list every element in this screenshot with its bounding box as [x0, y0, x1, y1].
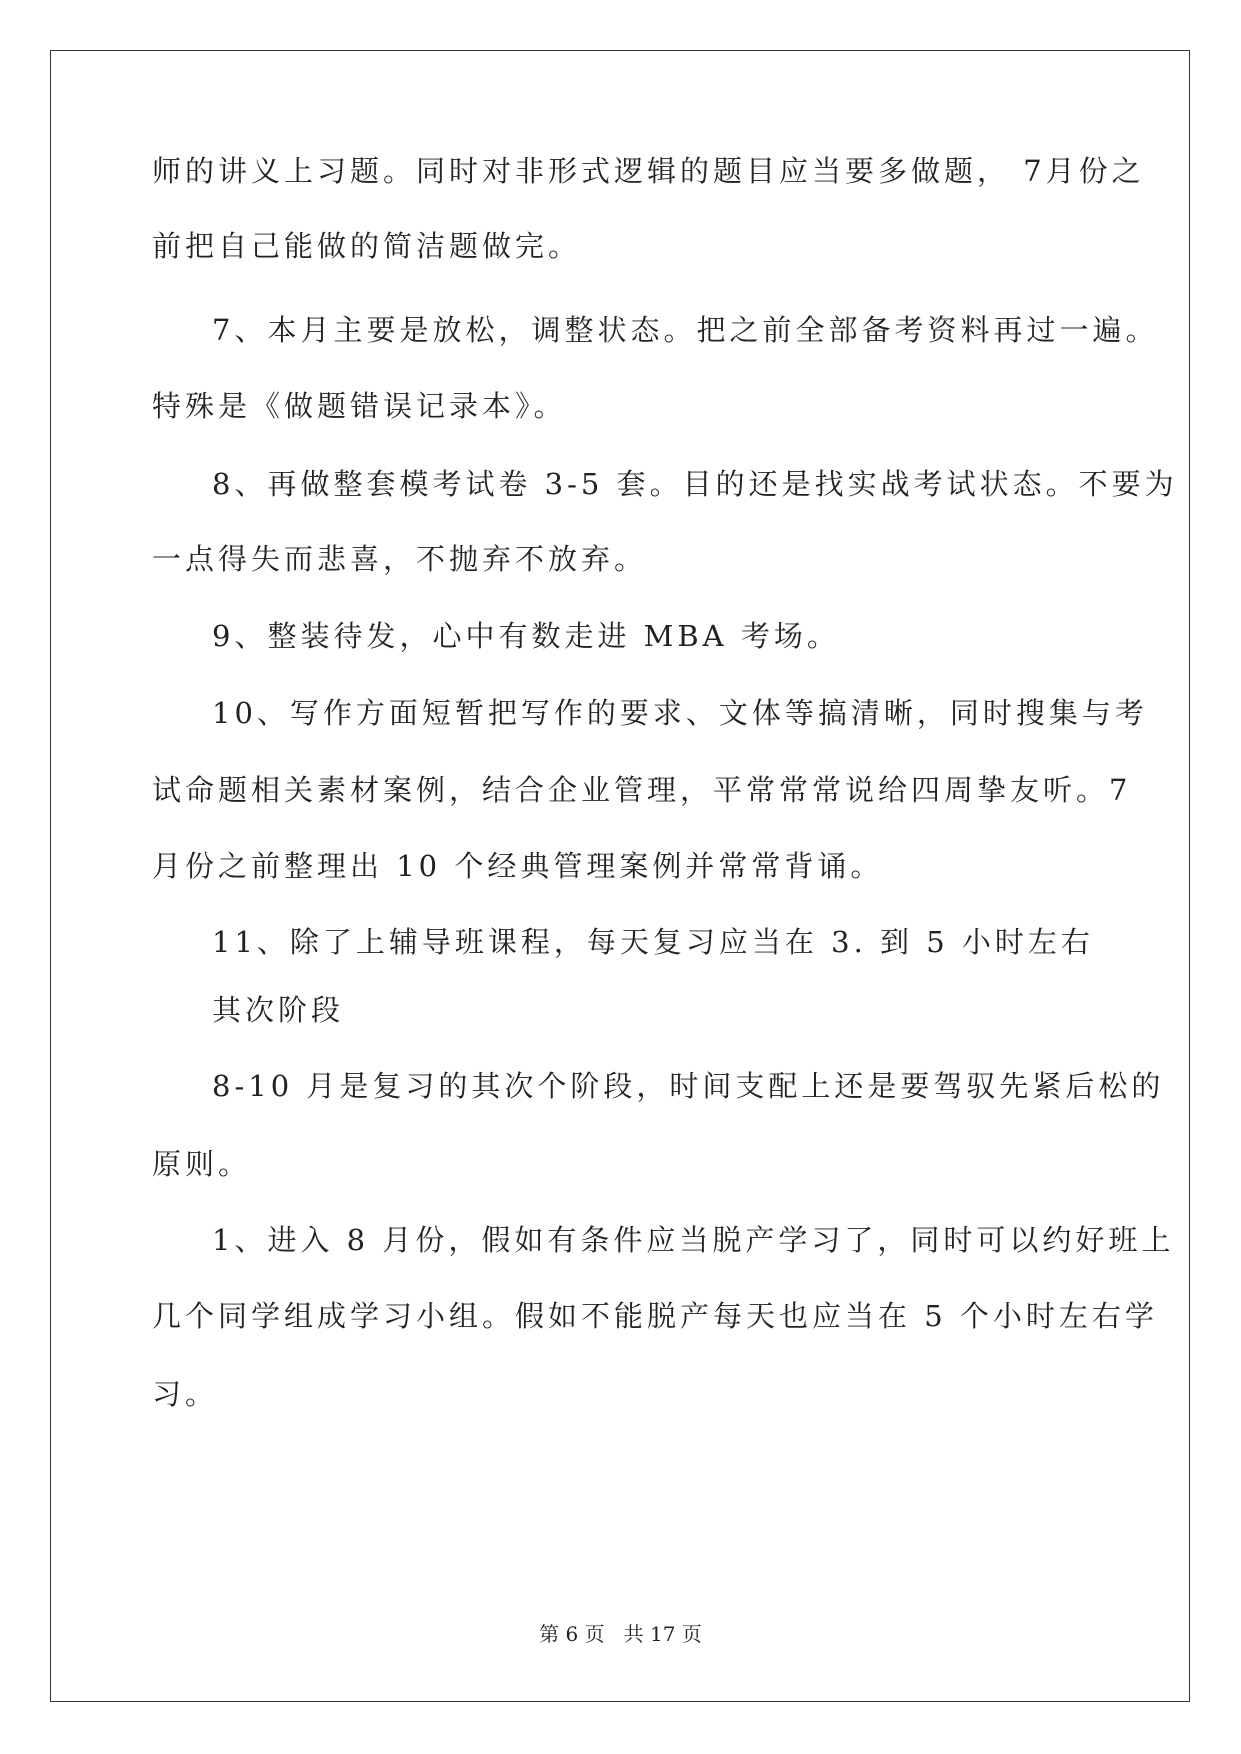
text-line: 9、整装待发，心中有数走进 MBA 考场。: [212, 619, 840, 653]
text-line: 月份之前整理出 10 个经典管理案例并常常背诵。: [152, 849, 884, 883]
text-line: 1、进入 8 月份，假如有条件应当脱产学习了，同时可以约好班上: [212, 1223, 1175, 1257]
text-line: 试命题相关素材案例，结合企业管理，平常常常说给四周挚友听。7: [152, 773, 1132, 807]
text-line: 8-10 月是复习的其次个阶段，时间支配上还是要驾驭先紧后松的: [212, 1069, 1165, 1103]
text-line: 一点得失而悲喜，不抛弃不放弃。: [152, 542, 648, 576]
text-line: 师的讲义上习题。同时对非形式逻辑的题目应当要多做题， 7月份之: [152, 154, 1145, 188]
text-line: 7、本月主要是放松，调整状态。把之前全部备考资料再过一遍。: [212, 313, 1159, 347]
text-line: 原则。: [152, 1147, 252, 1181]
text-line: 10、写作方面短暂把写作的要求、文体等搞清晰，同时搜集与考: [212, 696, 1148, 730]
text-line: 11、除了上辅导班课程，每天复习应当在 3. 到 5 小时左右: [212, 925, 1094, 959]
text-line: 特殊是《做题错误记录本》。: [152, 389, 567, 423]
text-line: 几个同学组成学习小组。假如不能脱产每天也应当在 5 个小时左右学: [152, 1299, 1158, 1333]
text-line: 8、再做整套模考试卷 3-5 套。目的还是找实战考试状态。不要为: [212, 467, 1178, 501]
text-line: 习。: [152, 1377, 219, 1411]
text-line: 前把自己能做的简洁题做完。: [152, 229, 582, 263]
page-footer: 第 6 页 共 17 页: [539, 1622, 702, 1646]
section-heading: 其次阶段: [212, 993, 345, 1027]
